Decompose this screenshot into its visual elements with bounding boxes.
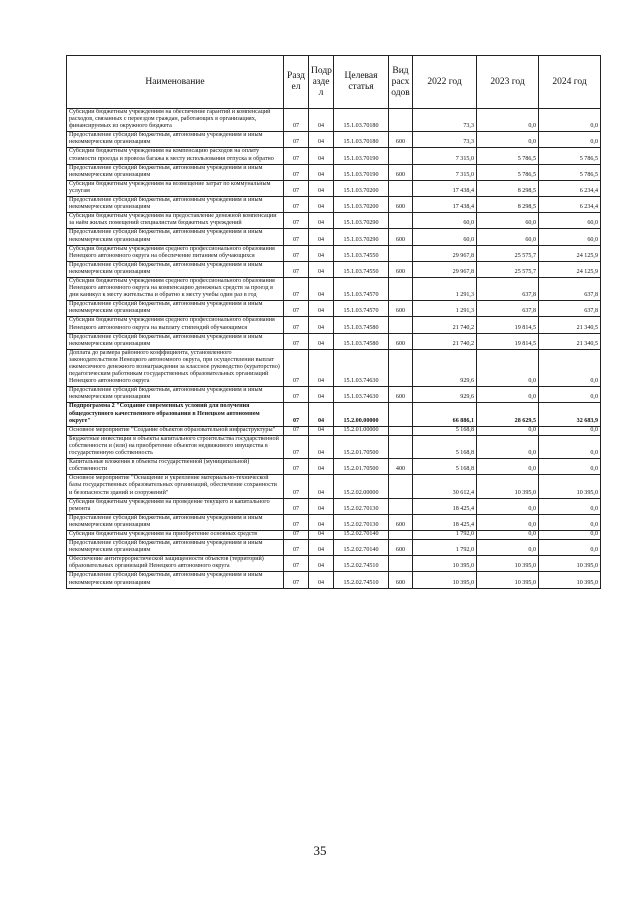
cell-2022: 30 612,4	[413, 475, 477, 498]
cell-target: 15.1.03.70190	[334, 148, 389, 164]
cell-podrazdel: 04	[309, 132, 334, 148]
cell-2022: 73,3	[413, 132, 477, 148]
table-row	[67, 277, 601, 300]
cell-2024: 0,0	[539, 435, 601, 458]
cell-target: 15.2.02.00000	[334, 475, 389, 498]
cell-name: Предоставление субсидий бюджетным, автономным учреждениям и иным некоммерческим организациям	[67, 301, 284, 317]
cell-vid	[389, 148, 413, 164]
cell-name: Субсидии бюджетным учреждениям на проведение текущего и капитального ремонта	[67, 498, 284, 514]
table-body	[67, 109, 601, 589]
cell-podrazdel: 04	[309, 475, 334, 498]
cell-vid: 600	[389, 572, 413, 588]
cell-podrazdel: 04	[309, 148, 334, 164]
cell-2022: 17 438,4	[413, 180, 477, 196]
cell-razdel: 07	[284, 148, 309, 164]
cell-podrazdel: 04	[309, 277, 334, 300]
cell-2024: 0,0	[539, 530, 601, 539]
table-row	[67, 498, 601, 514]
cell-podrazdel: 04	[309, 459, 334, 475]
cell-name: Субсидии бюджетным учреждениям на приобретение основных средств	[67, 530, 284, 539]
cell-target: 15.2.02.70130	[334, 514, 389, 530]
cell-vid: 600	[389, 132, 413, 148]
cell-2022: 1 792,0	[413, 530, 477, 539]
cell-2022: 1 792,0	[413, 540, 477, 556]
cell-2022: 21 740,2	[413, 333, 477, 349]
cell-2022: 29 967,8	[413, 261, 477, 277]
cell-razdel: 07	[284, 435, 309, 458]
cell-2024: 32 683,9	[539, 403, 601, 426]
cell-name: Предоставление субсидий бюджетным, автономным учреждениям и иным некоммерческим организациям	[67, 572, 284, 588]
header-name: Наименование	[67, 56, 284, 109]
cell-2024: 0,0	[539, 498, 601, 514]
cell-2024: 24 125,9	[539, 245, 601, 261]
table-row	[67, 403, 601, 426]
table-row	[67, 229, 601, 245]
cell-podrazdel: 04	[309, 333, 334, 349]
cell-2023: 0,0	[477, 514, 539, 530]
cell-vid: 600	[389, 514, 413, 530]
cell-razdel: 07	[284, 387, 309, 403]
cell-2022: 929,6	[413, 387, 477, 403]
table-row	[67, 333, 601, 349]
cell-vid	[389, 475, 413, 498]
cell-podrazdel: 04	[309, 572, 334, 588]
cell-2024: 0,0	[539, 109, 601, 132]
cell-razdel: 07	[284, 459, 309, 475]
table-row	[67, 164, 601, 180]
cell-2022: 5 168,8	[413, 459, 477, 475]
cell-name: Обеспечение антитеррористической защищенности объектов (территорий) образовательных организаций Ненецкого автономного округа	[67, 556, 284, 572]
cell-2023: 25 575,7	[477, 261, 539, 277]
cell-razdel: 07	[284, 403, 309, 426]
page-number: 35	[313, 843, 327, 858]
cell-2024: 0,0	[539, 459, 601, 475]
cell-podrazdel: 04	[309, 387, 334, 403]
cell-name: Предоставление субсидий бюджетным, автономным учреждениям и иным некоммерческим организациям	[67, 229, 284, 245]
cell-podrazdel: 04	[309, 403, 334, 426]
cell-target: 15.1.03.74570	[334, 301, 389, 317]
cell-razdel: 07	[284, 301, 309, 317]
cell-vid	[389, 403, 413, 426]
table-row	[67, 301, 601, 317]
cell-2022: 17 438,4	[413, 197, 477, 213]
cell-vid	[389, 426, 413, 435]
header-podrazdel: Подр азде л	[309, 56, 334, 109]
cell-2024: 6 234,4	[539, 197, 601, 213]
cell-2024: 21 340,5	[539, 317, 601, 333]
cell-2023: 0,0	[477, 435, 539, 458]
cell-name: Предоставление субсидий бюджетным, автономным учреждениям и иным некоммерческим организациям	[67, 132, 284, 148]
cell-target: 15.2.02.74510	[334, 556, 389, 572]
cell-2024: 60,0	[539, 213, 601, 229]
cell-razdel: 07	[284, 540, 309, 556]
cell-name: Субсидии бюджетным учреждениям на компенсацию расходов на оплату стоимости проезда и провоза багажа к месту использования отпуска и обратно	[67, 148, 284, 164]
budget-document	[66, 55, 600, 589]
table-row	[67, 435, 601, 458]
cell-2024: 10 395,0	[539, 475, 601, 498]
table-row	[67, 556, 601, 572]
cell-2023: 8 298,5	[477, 197, 539, 213]
cell-2022: 73,3	[413, 109, 477, 132]
cell-2024: 0,0	[539, 387, 601, 403]
cell-2023: 637,8	[477, 277, 539, 300]
cell-target: 15.1.03.74630	[334, 349, 389, 386]
cell-2023: 10 395,0	[477, 556, 539, 572]
table-row	[67, 180, 601, 196]
cell-2024: 5 786,5	[539, 148, 601, 164]
cell-2022: 21 740,2	[413, 317, 477, 333]
cell-vid	[389, 498, 413, 514]
cell-razdel: 07	[284, 498, 309, 514]
cell-name: Предоставление субсидий бюджетным, автономным учреждениям и иным некоммерческим организациям	[67, 387, 284, 403]
table-row	[67, 387, 601, 403]
cell-2022: 5 168,8	[413, 426, 477, 435]
cell-2022: 5 168,8	[413, 435, 477, 458]
cell-target: 15.2.02.74510	[334, 572, 389, 588]
cell-name: Капитальные вложения в объекты государственной (муниципальной) собственности	[67, 459, 284, 475]
cell-podrazdel: 04	[309, 261, 334, 277]
cell-2023: 5 786,5	[477, 164, 539, 180]
table-row	[67, 459, 601, 475]
header-2024: 2024 год	[539, 56, 601, 109]
cell-2023: 0,0	[477, 109, 539, 132]
cell-razdel: 07	[284, 164, 309, 180]
cell-2023: 60,0	[477, 213, 539, 229]
cell-podrazdel: 04	[309, 229, 334, 245]
cell-2022: 18 425,4	[413, 498, 477, 514]
cell-vid	[389, 349, 413, 386]
cell-target: 15.1.03.70290	[334, 213, 389, 229]
cell-target: 15.1.03.74570	[334, 277, 389, 300]
cell-name: Субсидии бюджетным учреждениям на предоставление денежной компенсации за наём жилых помещений специалистам бюджетных учреждений	[67, 213, 284, 229]
cell-name: Субсидии бюджетным учреждениям на обеспечение гарантий и компенсаций расходов, связанных с переездом граждан, работающих в организациях, финансируемых из окружного бюджета	[67, 109, 284, 132]
cell-2023: 60,0	[477, 229, 539, 245]
cell-podrazdel: 04	[309, 301, 334, 317]
cell-razdel: 07	[284, 213, 309, 229]
cell-razdel: 07	[284, 514, 309, 530]
cell-2023: 0,0	[477, 530, 539, 539]
header-razdel: Разд ел	[284, 56, 309, 109]
table-row	[67, 572, 601, 588]
cell-razdel: 07	[284, 277, 309, 300]
table-row	[67, 245, 601, 261]
cell-razdel: 07	[284, 317, 309, 333]
table-row	[67, 148, 601, 164]
cell-razdel: 07	[284, 109, 309, 132]
cell-2023: 0,0	[477, 349, 539, 386]
cell-vid	[389, 180, 413, 196]
cell-target: 15.1.03.70200	[334, 180, 389, 196]
cell-2024: 5 786,5	[539, 164, 601, 180]
cell-name: Предоставление субсидий бюджетным, автономным учреждениям и иным некоммерческим организациям	[67, 333, 284, 349]
cell-podrazdel: 04	[309, 245, 334, 261]
cell-vid	[389, 435, 413, 458]
cell-vid: 600	[389, 333, 413, 349]
cell-podrazdel: 04	[309, 213, 334, 229]
cell-vid	[389, 317, 413, 333]
cell-name: Бюджетные инвестиции в объекты капитального строительства государственной собственности и (или) на приобретение объектов недвижимого имущества в государственную собственность	[67, 435, 284, 458]
cell-razdel: 07	[284, 349, 309, 386]
cell-vid: 600	[389, 301, 413, 317]
cell-razdel: 07	[284, 261, 309, 277]
cell-vid: 600	[389, 540, 413, 556]
cell-razdel: 07	[284, 180, 309, 196]
cell-vid	[389, 245, 413, 261]
cell-name: Субсидии бюджетным учреждениям на возмещение затрат по коммунальным услугам	[67, 180, 284, 196]
cell-podrazdel: 04	[309, 540, 334, 556]
table-row	[67, 426, 601, 435]
cell-2023: 0,0	[477, 459, 539, 475]
cell-podrazdel: 04	[309, 109, 334, 132]
table-row	[67, 530, 601, 539]
cell-razdel: 07	[284, 530, 309, 539]
cell-podrazdel: 04	[309, 556, 334, 572]
cell-2023: 8 298,5	[477, 180, 539, 196]
cell-target: 15.1.03.70200	[334, 197, 389, 213]
cell-razdel: 07	[284, 132, 309, 148]
cell-name: Предоставление субсидий бюджетным, автономным учреждениям и иным некоммерческим организациям	[67, 197, 284, 213]
cell-2023: 10 395,0	[477, 475, 539, 498]
cell-2022: 66 886,1	[413, 403, 477, 426]
cell-name: Предоставление субсидий бюджетным, автономным учреждениям и иным некоммерческим организациям	[67, 514, 284, 530]
table-row	[67, 132, 601, 148]
cell-target: 15.1.03.70180	[334, 109, 389, 132]
cell-2024: 0,0	[539, 426, 601, 435]
header-target: Целевая статья	[334, 56, 389, 109]
cell-2023: 0,0	[477, 426, 539, 435]
cell-2024: 0,0	[539, 514, 601, 530]
cell-2024: 10 395,0	[539, 556, 601, 572]
header-2022: 2022 год	[413, 56, 477, 109]
cell-podrazdel: 04	[309, 180, 334, 196]
cell-razdel: 07	[284, 197, 309, 213]
table-row	[67, 540, 601, 556]
cell-name: Субсидии бюджетным учреждениям среднего профессионального образования Ненецкого автономного округа на компенсацию денежных средств за проезд в дни каникул к месту жительства и обратно к месту учебы один раз в год	[67, 277, 284, 300]
cell-vid	[389, 213, 413, 229]
cell-podrazdel: 04	[309, 349, 334, 386]
cell-razdel: 07	[284, 572, 309, 588]
cell-name: Предоставление субсидий бюджетным, автономным учреждениям и иным некоммерческим организациям	[67, 164, 284, 180]
cell-2023: 0,0	[477, 498, 539, 514]
table-row	[67, 213, 601, 229]
cell-2022: 60,0	[413, 213, 477, 229]
cell-2022: 1 291,3	[413, 301, 477, 317]
cell-name: Предоставление субсидий бюджетным, автономным учреждениям и иным некоммерческим организациям	[67, 540, 284, 556]
table-row	[67, 349, 601, 386]
table-row	[67, 317, 601, 333]
cell-2023: 0,0	[477, 387, 539, 403]
cell-target: 15.1.03.70180	[334, 132, 389, 148]
cell-2023: 0,0	[477, 132, 539, 148]
header-vid: Вид расх одов	[389, 56, 413, 109]
cell-target: 15.1.03.74580	[334, 317, 389, 333]
cell-2022: 18 425,4	[413, 514, 477, 530]
cell-vid	[389, 556, 413, 572]
cell-vid	[389, 277, 413, 300]
cell-2023: 0,0	[477, 540, 539, 556]
cell-vid: 600	[389, 261, 413, 277]
cell-podrazdel: 04	[309, 435, 334, 458]
cell-name: Субсидии бюджетным учреждениям среднего профессионального образования Ненецкого автономного округа на выплату стипендий обучающимся	[67, 317, 284, 333]
cell-podrazdel: 04	[309, 317, 334, 333]
cell-target: 15.2.00.00000	[334, 403, 389, 426]
cell-target: 15.2.01.00000	[334, 426, 389, 435]
cell-name: Основное мероприятие "Оснащение и укрепление материально-технической базы государственных образовательных организаций, обеспечение сохранности и безопасности зданий и сооружений"	[67, 475, 284, 498]
cell-name: Подпрограмма 2 "Создание современных условий для получения общедоступного качественного образования в Ненецком автономном округе"	[67, 403, 284, 426]
cell-razdel: 07	[284, 245, 309, 261]
cell-podrazdel: 04	[309, 164, 334, 180]
cell-2022: 7 315,0	[413, 164, 477, 180]
cell-2023: 25 575,7	[477, 245, 539, 261]
cell-target: 15.1.03.70290	[334, 229, 389, 245]
table-row	[67, 475, 601, 498]
cell-vid: 400	[389, 459, 413, 475]
cell-podrazdel: 04	[309, 514, 334, 530]
cell-name: Предоставление субсидий бюджетным, автономным учреждениям и иным некоммерческим организациям	[67, 261, 284, 277]
cell-2024: 0,0	[539, 349, 601, 386]
cell-vid: 600	[389, 229, 413, 245]
cell-2022: 10 395,0	[413, 556, 477, 572]
cell-2024: 21 340,5	[539, 333, 601, 349]
cell-2024: 6 234,4	[539, 180, 601, 196]
cell-razdel: 07	[284, 556, 309, 572]
cell-target: 15.2.01.70500	[334, 459, 389, 475]
cell-2022: 29 967,8	[413, 245, 477, 261]
cell-target: 15.1.03.74550	[334, 261, 389, 277]
header-2023: 2023 год	[477, 56, 539, 109]
cell-2022: 60,0	[413, 229, 477, 245]
cell-razdel: 07	[284, 475, 309, 498]
table-row	[67, 514, 601, 530]
table-row	[67, 261, 601, 277]
cell-2024: 24 125,9	[539, 261, 601, 277]
cell-2022: 10 395,0	[413, 572, 477, 588]
cell-target: 15.2.01.70500	[334, 435, 389, 458]
cell-vid	[389, 530, 413, 539]
cell-target: 15.2.02.70140	[334, 540, 389, 556]
cell-target: 15.1.03.74630	[334, 387, 389, 403]
cell-razdel: 07	[284, 333, 309, 349]
budget-table	[66, 55, 601, 589]
cell-2023: 5 786,5	[477, 148, 539, 164]
cell-podrazdel: 04	[309, 498, 334, 514]
cell-vid	[389, 109, 413, 132]
cell-podrazdel: 04	[309, 530, 334, 539]
cell-vid: 600	[389, 164, 413, 180]
cell-razdel: 07	[284, 229, 309, 245]
cell-target: 15.1.03.74550	[334, 245, 389, 261]
cell-2024: 0,0	[539, 132, 601, 148]
cell-target: 15.1.03.74580	[334, 333, 389, 349]
cell-vid: 600	[389, 387, 413, 403]
cell-2023: 19 814,5	[477, 317, 539, 333]
cell-2024: 0,0	[539, 540, 601, 556]
cell-podrazdel: 04	[309, 426, 334, 435]
table-row	[67, 197, 601, 213]
cell-2024: 10 395,0	[539, 572, 601, 588]
cell-2024: 60,0	[539, 229, 601, 245]
cell-vid: 600	[389, 197, 413, 213]
cell-2024: 637,8	[539, 301, 601, 317]
cell-target: 15.1.03.70190	[334, 164, 389, 180]
cell-name: Основное мероприятие "Создание объектов образовательной инфраструктуры"	[67, 426, 284, 435]
cell-2023: 637,8	[477, 301, 539, 317]
cell-razdel: 07	[284, 426, 309, 435]
table-row	[67, 109, 601, 132]
cell-2024: 637,8	[539, 277, 601, 300]
cell-podrazdel: 04	[309, 197, 334, 213]
cell-2023: 10 395,0	[477, 572, 539, 588]
cell-2022: 929,6	[413, 349, 477, 386]
cell-target: 15.2.02.70140	[334, 530, 389, 539]
cell-2023: 28 629,5	[477, 403, 539, 426]
table-header-row	[67, 56, 601, 109]
cell-2022: 1 291,3	[413, 277, 477, 300]
cell-2023: 19 814,5	[477, 333, 539, 349]
cell-name: Доплата до размера районного коэффициента, установленного законодательством Ненецкого автономного округа, при осуществлении выплат ежемесячного денежного вознаграждения за классное руководство (кураторство) педагогическим работникам государственных образовательных организаций Ненецкого автономного округа	[67, 349, 284, 386]
cell-target: 15.2.02.70130	[334, 498, 389, 514]
cell-2022: 7 315,0	[413, 148, 477, 164]
cell-name: Субсидии бюджетным учреждениям среднего профессионального образования Ненецкого автономного округа на обеспечение питанием обучающихся	[67, 245, 284, 261]
